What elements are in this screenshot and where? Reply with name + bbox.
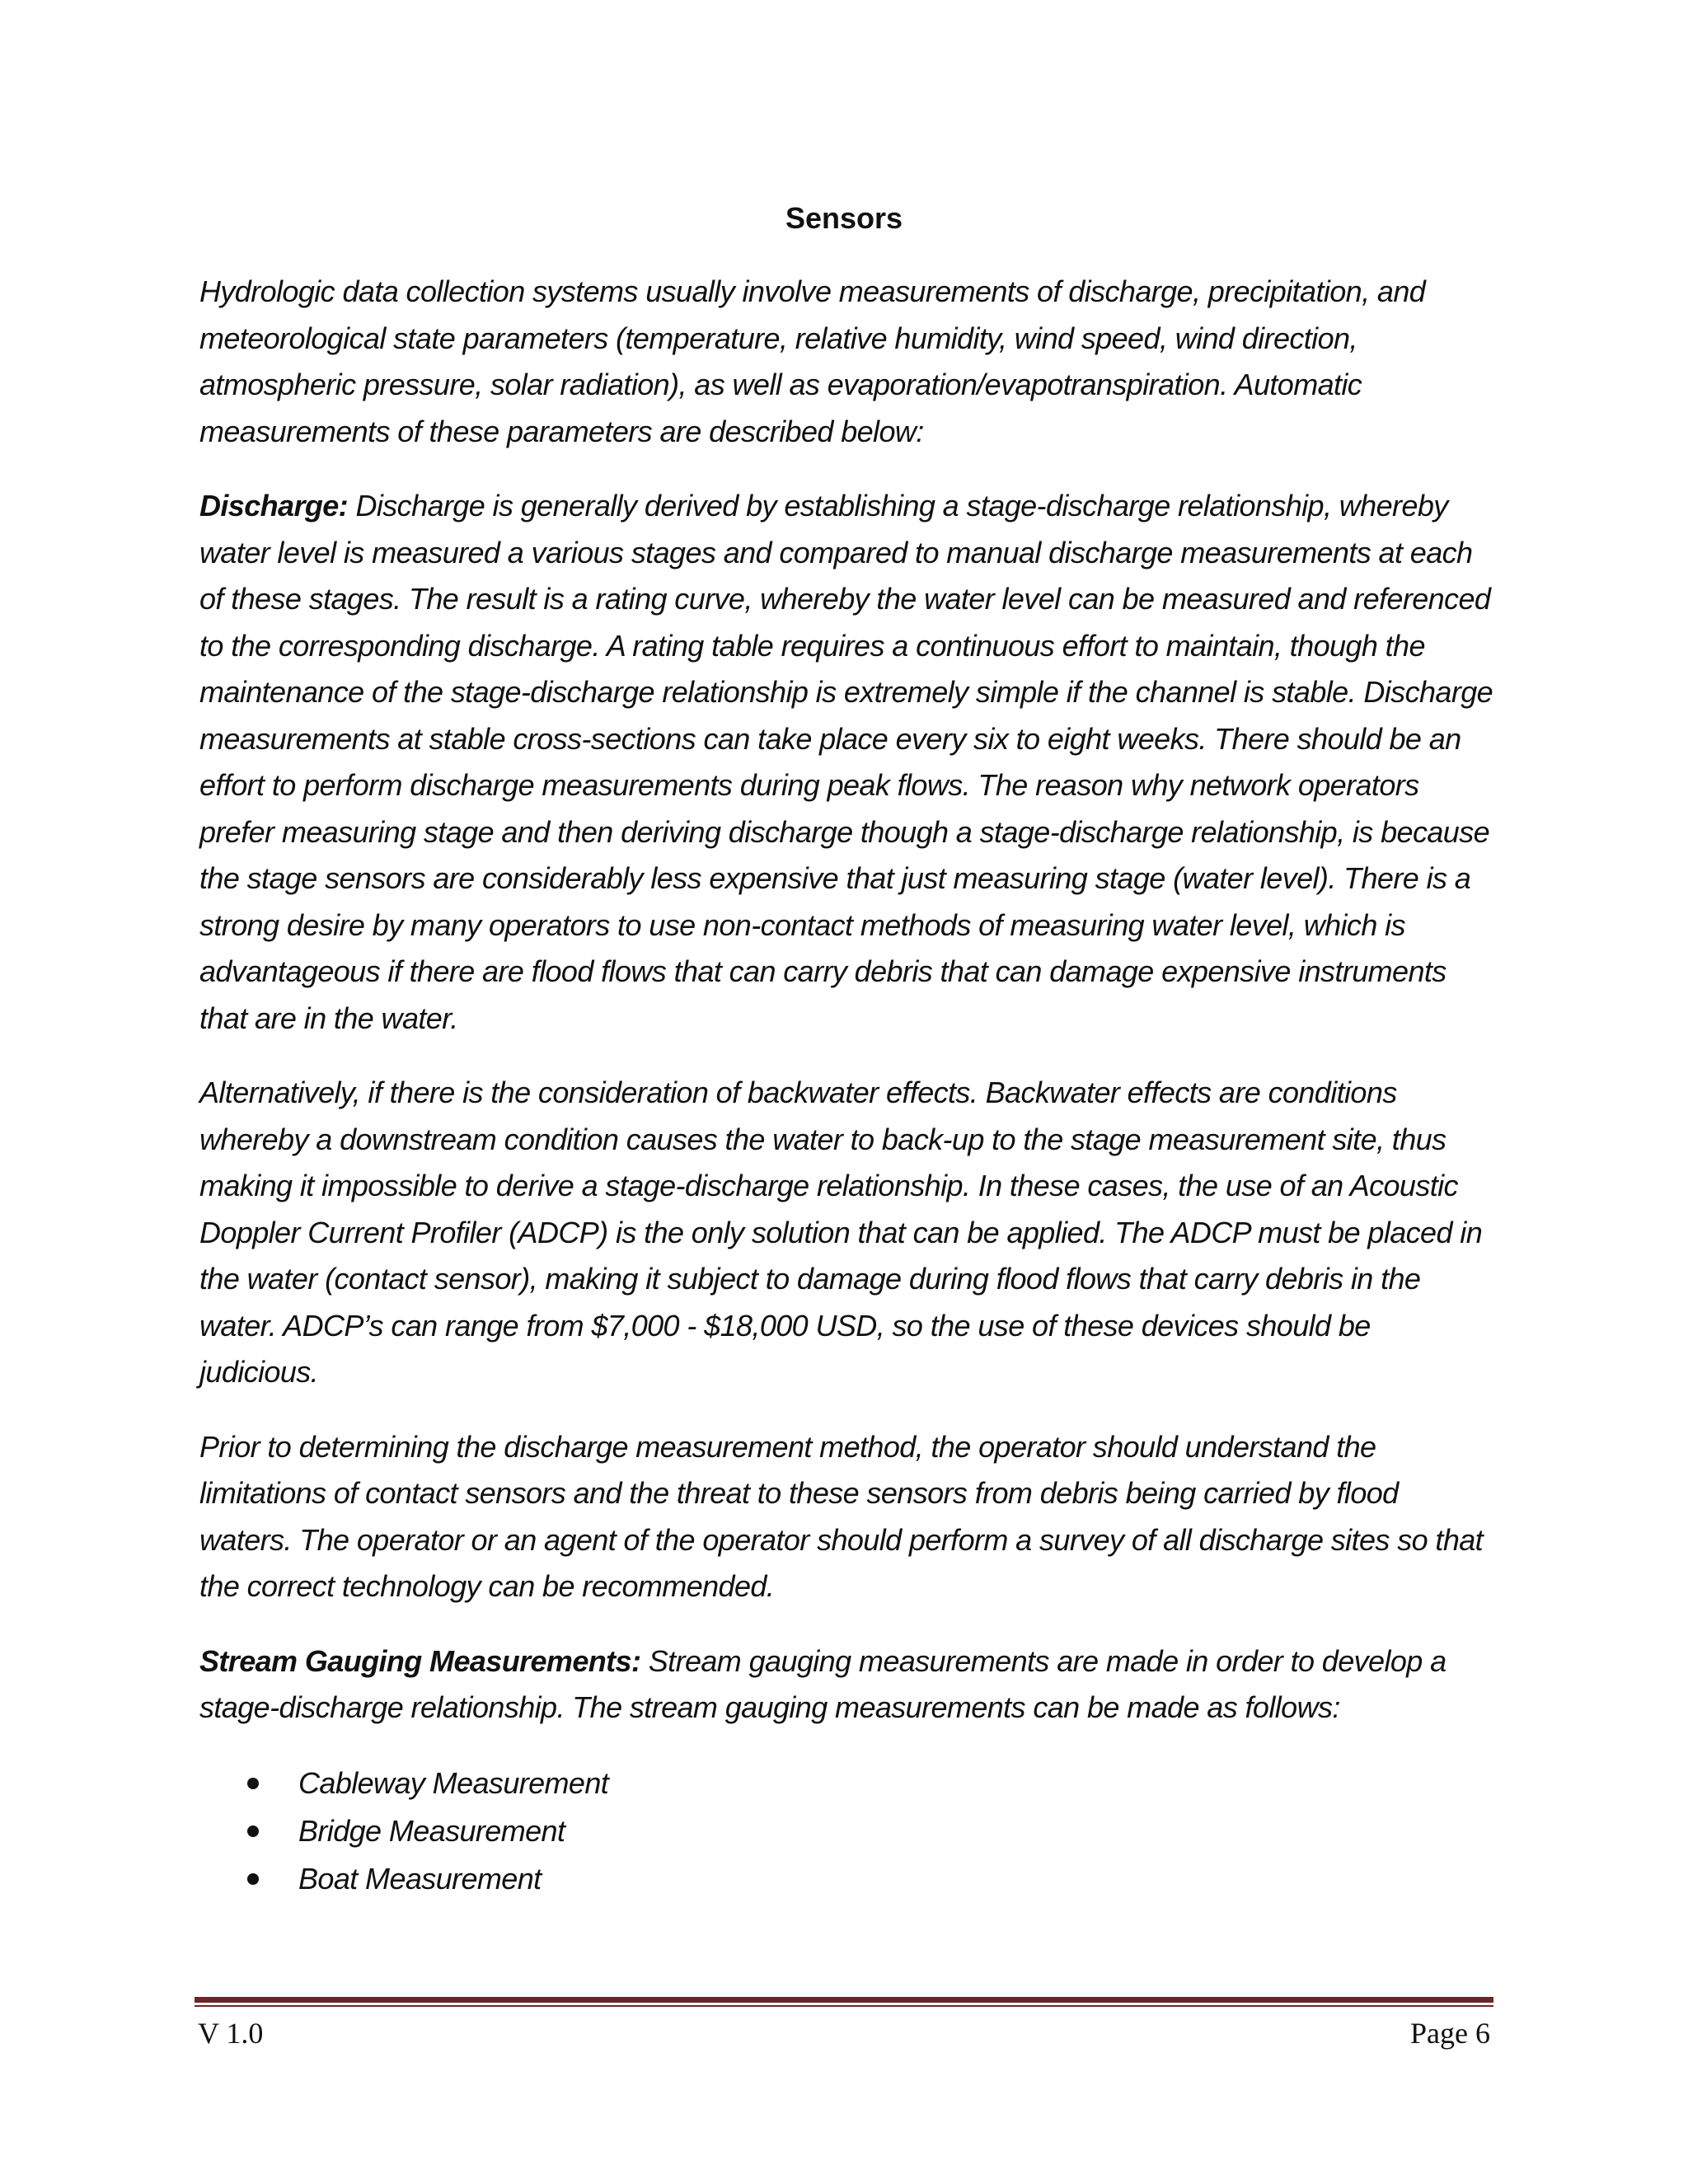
intro-paragraph: Hydrologic data collection systems usually involve measurements of discharge, precipitation, and meteorological state parameters (temperature, relative humidity, wind speed, wind direction, atmospheric pressure, solar radiation), as well as evaporation/evapotranspiration. Automatic measurements of these parameters are described below: xyxy=(199,274,1426,448)
document-body xyxy=(199,269,1493,1903)
footer-divider-thin xyxy=(195,2005,1493,2007)
page-title: Sensors xyxy=(785,201,903,235)
stream-gauging-text: Stream gauging measurements are made in order to develop a stage-discharge relationship. The stream gauging measurements can be made as follows: xyxy=(199,1643,1447,1724)
list-item-label: Boat Measurement xyxy=(298,1861,542,1896)
footer-page-number: Page 6 xyxy=(1410,2017,1490,2050)
measurement-method-list xyxy=(199,1760,1493,1903)
bullet-icon xyxy=(247,1825,259,1837)
footer-version: V 1.0 xyxy=(198,2017,264,2050)
list-item xyxy=(199,1855,1493,1903)
stream-gauging-paragraph xyxy=(199,1638,1493,1732)
list-item-label: Bridge Measurement xyxy=(298,1813,565,1848)
discharge-paragraph xyxy=(199,483,1493,1042)
list-item-label: Cableway Measurement xyxy=(298,1765,609,1800)
stream-gauging-heading: Stream Gauging Measurements: xyxy=(199,1643,641,1678)
bullet-icon xyxy=(247,1778,259,1789)
footer-divider xyxy=(195,1997,1493,2003)
list-item xyxy=(199,1807,1493,1855)
bullet-icon xyxy=(247,1873,259,1885)
discharge-heading: Discharge: xyxy=(199,489,349,523)
discharge-text: Discharge is generally derived by establishing a stage-discharge relationship, whereby water level is measured a various stages and compared to manual discharge measurements at each of these stages. The result is a rating curve, whereby the water level can be measured and referenced to the corresponding discharge. A rating table requires a continuous effort to maintain, though the maintenance of the stage-discharge relationship is extremely simple if the channel is stable. Discharge measurements at stable cross-sections can take place every six to eight weeks. There should be an effort to perform discharge measurements during peak flows. The reason why network operators prefer measuring stage and then deriving discharge though a stage-discharge relationship, is because the stage sensors are considerably less expensive that just measuring stage (water level). There is a strong desire by many operators to use non-contact methods of measuring water level, which is advantageous if there are flood flows that can carry debris that can damage expensive instruments that are in the water. xyxy=(199,489,1493,1035)
prior-paragraph: Prior to determining the discharge measurement method, the operator should understand the limitations of contact sensors and the threat to these sensors from debris being carried by flood waters. The operator or an agent of the operator should perform a survey of all discharge sites so that the correct technology can be recommended. xyxy=(199,1429,1484,1603)
backwater-paragraph: Alternatively, if there is the consideration of backwater effects. Backwater effects are conditions whereby a downstream condition causes the water to back-up to the stage measurement site, thus making it impossible to derive a stage-discharge relationship. In these cases, the use of an Acoustic Doppler Current Profiler (ADCP) is the only solution that can be applied. The ADCP must be placed in the water (contact sensor), making it subject to damage during flood flows that carry debris in the water. ADCP’s can range from $7,000 - $18,000 USD, so the use of these devices should be judicious. xyxy=(199,1076,1483,1389)
list-item xyxy=(199,1760,1493,1807)
